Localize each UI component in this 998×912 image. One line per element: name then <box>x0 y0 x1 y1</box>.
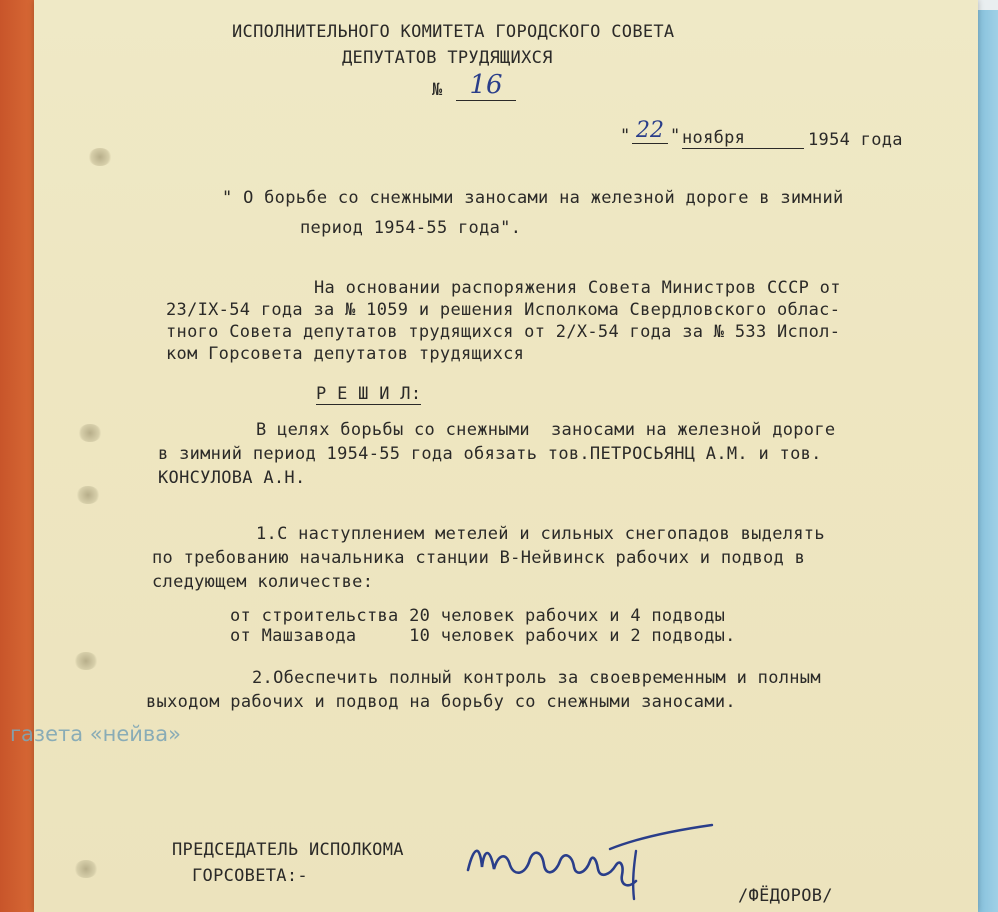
handwritten-signature <box>460 815 720 905</box>
date-day: 22 <box>632 118 668 144</box>
punch-hole <box>76 486 100 504</box>
signature-title-1: ПРЕДСЕДАТЕЛЬ ИСПОЛКОМА <box>172 840 404 860</box>
intro-line-1: В целях борьбы со снежными заносами на железной дороге <box>256 420 836 440</box>
date-year: 1954 года <box>808 130 903 150</box>
punch-hole <box>74 652 98 670</box>
item2-line-1: 2.Обеспечить полный контроль за своевременным и полным <box>252 668 821 688</box>
item1-line-3: следующем количестве: <box>152 572 374 592</box>
signature-name: /ФЁДОРОВ/ <box>738 886 833 906</box>
number-label: № <box>432 80 443 100</box>
subject-line-1: " О борьбе со снежными заносами на железной дороге в зимний <box>222 188 844 208</box>
preamble-line-2: 23/IX-54 года за № 1059 и решения Исполкома Свердловского облас- <box>166 300 841 320</box>
header-line-1: ИСПОЛНИТЕЛЬНОГО КОМИТЕТА ГОРОДСКОГО СОВЕТА <box>232 22 675 42</box>
preamble-line-4: ком Горсовета депутатов трудящихся <box>166 344 525 364</box>
punch-hole <box>88 148 112 166</box>
header-line-2: ДЕПУТАТОВ ТРУДЯЩИХСЯ <box>342 48 553 68</box>
item1-row-mashzavod: от Машзавода 10 человек рабочих и 2 подводы. <box>230 626 736 646</box>
intro-line-2: в зимний период 1954-55 года обязать тов.ПЕТРОСЬЯНЦ А.М. и тов. <box>158 444 822 464</box>
item2-line-2: выходом рабочих и подвод на борьбу со снежными заносами. <box>146 692 736 712</box>
signature-title-2: ГОРСОВЕТА:- <box>192 866 308 886</box>
resolved-heading: Р Е Ш И Л: <box>316 384 422 404</box>
item1-line-2: по требованию начальника станции В-Нейвинск рабочих и подвод в <box>152 548 806 568</box>
preamble-line-3: тного Совета депутатов трудящихся от 2/X-54 года за № 533 Испол- <box>166 322 841 342</box>
date-month: ноября <box>682 128 804 149</box>
item1-line-1: 1.С наступлением метелей и сильных снегопадов выделять <box>256 524 825 544</box>
subject-line-2: период 1954-55 года". <box>300 218 522 238</box>
preamble-line-1: На основании распоряжения Совета Министров СССР от <box>314 278 841 298</box>
item1-row-construction: от строительства 20 человек рабочих и 4 подводы <box>230 606 726 626</box>
number-value: 16 <box>456 70 516 101</box>
newspaper-watermark: газета «нейва» <box>10 722 182 746</box>
intro-line-3: КОНСУЛОВА А.Н. <box>158 468 306 488</box>
punch-hole <box>78 424 102 442</box>
date-quote-close: " <box>670 126 681 146</box>
punch-hole <box>74 860 98 878</box>
date-quote-open: " <box>620 126 631 146</box>
